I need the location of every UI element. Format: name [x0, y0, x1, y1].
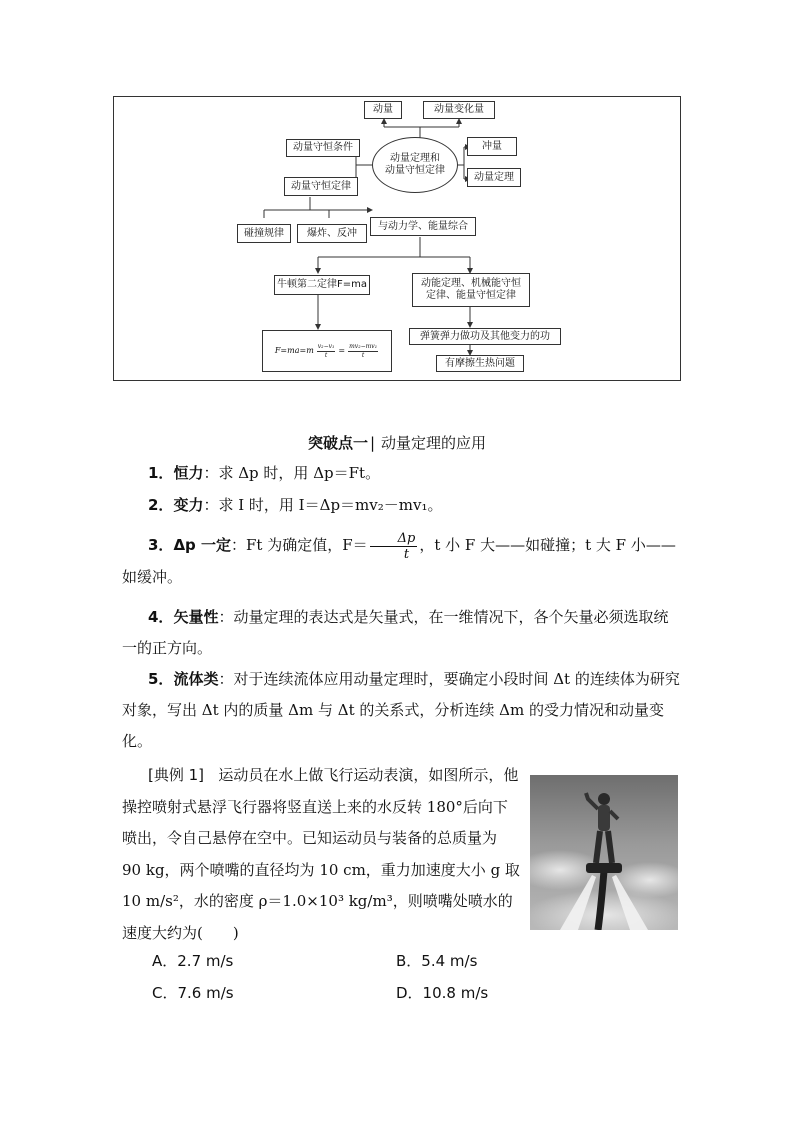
point-4-text: ：动量定理的表达式是矢量式，在一维情况下，各个矢量必须选取统一的正方向。: [122, 608, 669, 657]
node-momentum-theorem-label: 动量定理: [474, 171, 514, 183]
photo-illustration: [530, 775, 678, 930]
node-energy: [412, 273, 530, 307]
node-spring-work: [409, 328, 561, 345]
point-3-num: 3．: [148, 536, 174, 554]
node-combined-label: 与动力学、能量综合: [378, 220, 468, 232]
node-collision-rule-label: 碰撞规律: [244, 227, 284, 239]
node-conservation-condition: [286, 139, 360, 157]
node-momentum-change: [423, 101, 495, 119]
point-2-label: 变力: [173, 496, 204, 514]
option-c-label: C．7.6 m/s: [152, 984, 234, 1002]
concept-map: [113, 96, 681, 381]
option-c[interactable]: [152, 982, 234, 1003]
node-friction-heat: [436, 355, 524, 372]
node-newton-second-label: 牛顿第二定律F=ma: [277, 279, 367, 290]
node-spring-work-label: 弹簧弹力做功及其他变力的功: [420, 330, 550, 342]
point-1-num: 1．: [148, 464, 174, 482]
node-collision-rule: [237, 224, 291, 243]
formula-lhs: F=ma=m: [274, 346, 314, 356]
center-line-2: 动量守恒定律: [385, 165, 445, 176]
option-b[interactable]: [396, 950, 477, 971]
node-newton-second: [274, 275, 370, 295]
option-d-label: D．10.8 m/s: [396, 984, 489, 1002]
point-3-text-b: ，t 小 F 大——如碰撞；t 大 F 小——如缓冲。: [122, 536, 676, 586]
node-explosion-recoil: [297, 224, 367, 243]
point-5-num: 5．: [148, 670, 174, 688]
node-impulse: [467, 137, 517, 156]
formula-frac1-num: v₂−v₁: [317, 343, 335, 351]
formula-fraction-2: [348, 343, 378, 358]
point-3-fraction: [370, 531, 418, 562]
example-1: [122, 760, 520, 949]
point-5-text: ：对于连续流体应用动量定理时，要确定小段时间 Δt 的连续体为研究对象，写出 Δt 内的质量 Δm 与 Δt 的关系式，分析连续 Δm 的受力情况和动量变化。: [122, 670, 680, 750]
node-momentum-change-label: 动量变化量: [434, 104, 484, 115]
center-line-1: 动量定理和: [390, 153, 440, 164]
node-energy-line-2: 定律、能量守恒定律: [426, 290, 516, 301]
point-3: [122, 530, 682, 593]
point-3-label: Δp 一定: [173, 536, 232, 554]
node-conservation-condition-label: 动量守恒条件: [293, 142, 353, 153]
point-3-frac-num: Δp: [370, 531, 418, 547]
option-b-label: B．5.4 m/s: [396, 952, 478, 970]
example-tag: [典例 1]: [148, 766, 205, 784]
formula-frac2-num: mv₂−mv₁: [349, 343, 378, 351]
point-3-frac-den: t: [403, 546, 410, 562]
point-2: [122, 490, 682, 521]
node-conservation-law: [284, 177, 358, 196]
node-momentum: [364, 101, 402, 119]
formula-frac2-den: t: [361, 351, 365, 359]
formula-frac1-den: t: [324, 351, 328, 359]
point-4-num: 4．: [148, 608, 174, 626]
node-momentum-label: 动量: [373, 104, 393, 115]
option-d[interactable]: [396, 982, 488, 1003]
node-impulse-label: 冲量: [482, 140, 502, 152]
section-heading: [0, 432, 794, 453]
point-1-label: 恒力: [173, 464, 204, 482]
node-center-theme: [372, 137, 458, 193]
node-momentum-theorem: [467, 168, 521, 187]
formula-fraction-1: [317, 343, 336, 358]
point-1-text: ：求 Δp 时，用 Δp＝Ft。: [203, 464, 381, 482]
heading-label: 突破点一: [307, 434, 368, 452]
heading-title: 动量定理的应用: [381, 434, 487, 452]
flyboard-rider-photo: [530, 775, 678, 930]
point-2-text: ：求 I 时，用 I＝Δp＝mv₂－mv₁。: [203, 496, 443, 514]
heading-separator: |: [369, 434, 376, 452]
point-3-text-a: ：Ft 为确定值，F＝: [231, 536, 368, 554]
node-explosion-recoil-label: 爆炸、反冲: [307, 227, 357, 239]
option-a-label: A．2.7 m/s: [152, 952, 234, 970]
point-4: [122, 602, 682, 664]
point-5: [122, 664, 682, 757]
example-text: 运动员在水上做飞行运动表演，如图所示，他操控喷射式悬浮飞行器将竖直送上来的水反转 180°后向下喷出，令自己悬停在空中。已知运动员与装备的总质量为 90 kg，两个喷嘴的直径均为 10 cm，重力加速度大小 g 取 10 m/s²，水的密度 ρ＝1.0×10³ kg/m³，则喷嘴处喷水的速度大约为( ): [122, 766, 520, 942]
node-conservation-law-label: 动量守恒定律: [291, 180, 351, 192]
point-1: [122, 458, 682, 489]
node-energy-line-1: 动能定理、机械能守恒: [421, 278, 521, 289]
node-combined: [370, 217, 476, 236]
point-5-label: 流体类: [173, 670, 219, 688]
point-4-label: 矢量性: [173, 608, 219, 626]
point-2-num: 2．: [148, 496, 174, 514]
option-a[interactable]: [152, 950, 233, 971]
formula-eq: =: [338, 346, 346, 356]
node-formula: [262, 330, 392, 372]
node-friction-heat-label: 有摩擦生热问题: [445, 357, 515, 369]
